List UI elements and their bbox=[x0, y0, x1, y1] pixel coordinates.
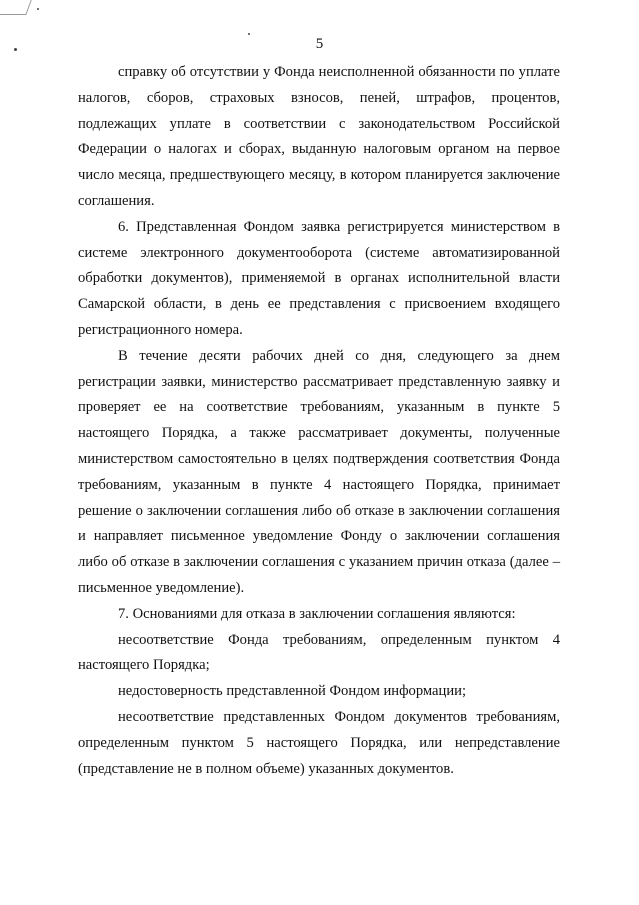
scan-corner-mark bbox=[0, 0, 32, 15]
page-number: 5 bbox=[315, 36, 324, 52]
paragraph: несоответствие представленных Фондом документов требованиям, определенным пунктом 5 настоящего Порядка, или непредставление (представление не в полном объеме) указанных документов. bbox=[78, 708, 560, 777]
paragraph: 6. Представленная Фондом заявка регистрируется министерством в системе электронного документооборота (системе автоматизированной обработки документов), применяемой в органах исполнительной власти Самарской области, в день ее представления с присвоением входящего регистрационного номера. bbox=[78, 218, 560, 338]
document-body bbox=[78, 60, 560, 782]
scan-speck bbox=[37, 8, 39, 10]
paragraph: В течение десяти рабочих дней со дня, следующего за днем регистрации заявки, министерство рассматривает представленную заявку и проверяет ее на соответствие требованиям, указанным в пункте 5 настоящего Порядка, а также рассматривает документы, полученные министерством самостоятельно в целях подтверждения соответствия Фонда требованиям, указанным в пункте 4 настоящего Порядка, принимает решение о заключении соглашения либо об отказе в заключении соглашения и направляет письменное уведомление Фонду о заключении соглашения либо об отказе в заключении соглашения с указанием причин отказа (далее – письменное уведомление). bbox=[78, 347, 560, 596]
paragraph: недостоверность представленной Фондом информации; bbox=[118, 683, 467, 700]
paragraph: несоответствие Фонда требованиям, определенным пунктом 4 настоящего Порядка; bbox=[78, 631, 560, 674]
scan-speck bbox=[248, 33, 250, 35]
paragraph: 7. Основаниями для отказа в заключении соглашения являются: bbox=[118, 605, 516, 622]
paragraph: справку об отсутствии у Фонда неисполненной обязанности по уплате налогов, сборов, страховых взносов, пеней, штрафов, процентов, подлежащих уплате в соответствии с законодательством Российской Федерации о налогах и сборах, выданную налоговым органом на первое число месяца, предшествующего месяцу, в котором планируется заключение соглашения. bbox=[78, 64, 560, 209]
